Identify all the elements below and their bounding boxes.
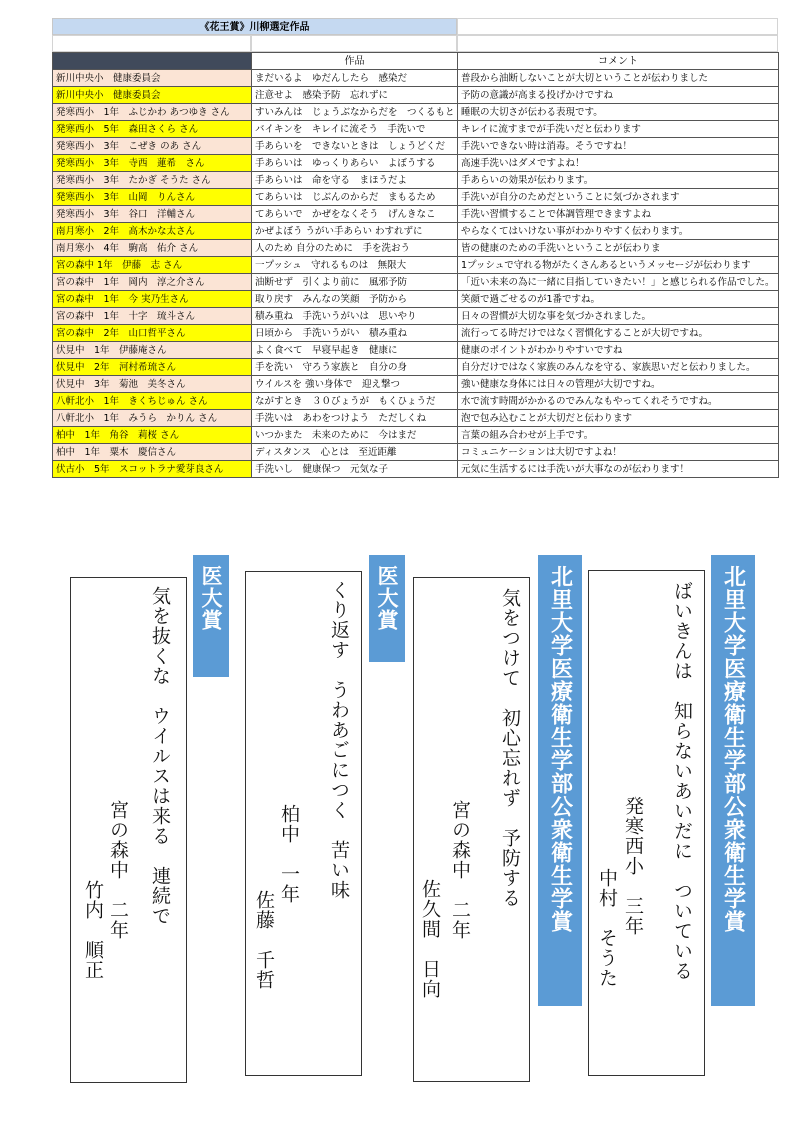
award-label-3: 北里大学医療衛生学部公衆衛生学賞 xyxy=(538,555,582,1006)
award-poem-4: ばいきんは 知らないあいだに ついている xyxy=(671,581,693,981)
cell-comment: 高速手洗いはダメですよね！ xyxy=(458,155,779,172)
sheet-title-row xyxy=(52,18,778,35)
cell-work: 手を洗い 守ろう家族と 自分の身 xyxy=(252,359,458,376)
cell-comment: 手洗いが自分のためだということに気づかされます xyxy=(458,189,779,206)
cell-comment: 健康のポイントがわかりやすいですね xyxy=(458,342,779,359)
table-row xyxy=(53,427,779,444)
sheet-title-blank xyxy=(457,18,778,35)
cell-school: 新川中央小 健康委員会 xyxy=(53,70,252,87)
cell-school: 伏見中 2年 河村希琉さん xyxy=(53,359,252,376)
table-row xyxy=(53,359,779,376)
header-comment: コメント xyxy=(458,53,779,70)
cell-school: 新川中央小 健康委員会 xyxy=(53,87,252,104)
cell-school: 宮の森中 1年 十字 琉斗さん xyxy=(53,308,252,325)
table-row xyxy=(53,206,779,223)
cell-school: 伏古小 5年 スコットラナ愛芽良さん xyxy=(53,461,252,478)
award-name-2: 佐藤 千哲 xyxy=(253,890,275,990)
table-row xyxy=(53,376,779,393)
cell-work: まだいるよ ゆだんしたら 感染だ xyxy=(252,70,458,87)
cell-work: いつかまた 未来のために 今はまだ xyxy=(252,427,458,444)
award-card-2 xyxy=(245,571,362,1076)
cell-work: バイキンを キレイに流そう 手洗いで xyxy=(252,121,458,138)
cell-school: 宮の森中 1年 伊藤 志 さん xyxy=(53,257,252,274)
cell-work: 取り戻す みんなの笑顔 予防から xyxy=(252,291,458,308)
cell-comment: 手あらいの効果が伝わります。 xyxy=(458,172,779,189)
table-row xyxy=(53,138,779,155)
table-row xyxy=(53,444,779,461)
award-label-2: 医大賞 xyxy=(369,555,405,662)
cell-school: 宮の森中 2年 山口哲平さん xyxy=(53,325,252,342)
table-row xyxy=(53,121,779,138)
table-row xyxy=(53,393,779,410)
senryu-table xyxy=(52,52,779,478)
cell-comment: 手洗いできない時は消毒。そうですね！ xyxy=(458,138,779,155)
cell-school: 発寒西小 1年 ふじかわ あつゆき さん xyxy=(53,104,252,121)
award-poem-3: 気をつけて 初心忘れず 予防する xyxy=(499,588,521,908)
cell-comment: キレイに流すまでが手洗いだと伝わります xyxy=(458,121,779,138)
cell-work: 手洗いは あわをつけよう ただしくね xyxy=(252,410,458,427)
cell-work: ウイルスを 強い身体で 迎え撃つ xyxy=(252,376,458,393)
sheet-title: 《花王賞》川柳選定作品 xyxy=(52,18,457,35)
award-label-1: 医大賞 xyxy=(193,555,229,677)
award-poem-2: くり返す うわあごにつく 苦い味 xyxy=(328,580,350,900)
cell-work: 油断せず 引くより前に 風邪予防 xyxy=(252,274,458,291)
table-row xyxy=(53,325,779,342)
cell-work: 人のため 自分のために 手を洗おう xyxy=(252,240,458,257)
cell-comment: 手洗い習慣することで体調管理できますよね xyxy=(458,206,779,223)
cell-comment: 笑顔で過ごせるのが1番ですね。 xyxy=(458,291,779,308)
cell-comment: 水で流す時間がかかるのでみんなもやってくれそうですね。 xyxy=(458,393,779,410)
cell-school: 八軒北小 1年 きくちじゅん さん xyxy=(53,393,252,410)
table-row xyxy=(53,155,779,172)
cell-work: 手あらいは ゆっくりあらい よぼうする xyxy=(252,155,458,172)
header-school xyxy=(53,53,252,70)
table-row xyxy=(53,274,779,291)
cell-school: 発寒西小 3年 谷口 洋輔さん xyxy=(53,206,252,223)
cell-work: ディスタンス 心とは 至近距離 xyxy=(252,444,458,461)
cell-work: てあらいは じぶんのからだ まもるため xyxy=(252,189,458,206)
cell-comment: 強い健康な身体には日々の管理が大切ですね。 xyxy=(458,376,779,393)
cell-comment: 自分だけではなく家族のみんなを守る、家族思いだと伝わりました。 xyxy=(458,359,779,376)
table-row xyxy=(53,87,779,104)
award-card-4 xyxy=(588,570,705,1076)
cell-comment: 1プッシュで守れる物がたくさんあるというメッセージが伝わります xyxy=(458,257,779,274)
cell-school: 発寒西小 5年 森田さくら さん xyxy=(53,121,252,138)
cell-comment: 泡で包み込むことが大切だと伝わります xyxy=(458,410,779,427)
award-school-1: 宮の森中 二年 xyxy=(107,800,129,940)
award-label-4: 北里大学医療衛生学部公衆衛生学賞 xyxy=(711,555,755,1006)
table-row xyxy=(53,410,779,427)
cell-school: 伏見中 1年 伊藤庵さん xyxy=(53,342,252,359)
table-row xyxy=(53,189,779,206)
cell-comment: 普段から油断しないことが大切ということが伝わりました xyxy=(458,70,779,87)
table-row xyxy=(53,172,779,189)
table-row xyxy=(53,257,779,274)
cell-school: 柏中 1年 角谷 莉桜 さん xyxy=(53,427,252,444)
cell-work: すいみんは じょうぶなからだを つくるもと xyxy=(252,104,458,121)
cell-work: 手あらいを できないときは しょうどくだ xyxy=(252,138,458,155)
table-row xyxy=(53,104,779,121)
cell-comment: 予防の意識が高まる投げかけですね xyxy=(458,87,779,104)
cell-school: 宮の森中 1年 今 実乃生さん xyxy=(53,291,252,308)
table-row xyxy=(53,461,779,478)
cell-school: 発寒西小 3年 こぜき のあ さん xyxy=(53,138,252,155)
cell-school: 宮の森中 1年 岡内 淳之介さん xyxy=(53,274,252,291)
table-row xyxy=(53,240,779,257)
table-body xyxy=(53,70,779,478)
header-work: 作品 xyxy=(252,53,458,70)
cell-work: 一プッシュ 守れるものは 無限大 xyxy=(252,257,458,274)
senryu-sheet xyxy=(52,18,778,478)
table-row xyxy=(53,308,779,325)
cell-comment: 言葉の組み合わせが上手です。 xyxy=(458,427,779,444)
table-header-row xyxy=(53,53,779,70)
cell-school: 南月寒小 2年 高木かな太さん xyxy=(53,223,252,240)
cell-comment: 元気に生活するには手洗いが大事なのが伝わります！ xyxy=(458,461,779,478)
cell-school: 八軒北小 1年 みうら かりん さん xyxy=(53,410,252,427)
award-school-3: 宮の森中 二年 xyxy=(449,800,471,940)
cell-comment: 睡眠の大切さが伝わる表現です。 xyxy=(458,104,779,121)
cell-school: 伏見中 3年 菊池 美冬さん xyxy=(53,376,252,393)
award-name-3: 佐久間 日向 xyxy=(419,879,441,999)
sheet-blank-row xyxy=(52,35,778,52)
cell-comment: やらなくてはいけない事がわかりやすく伝わります。 xyxy=(458,223,779,240)
cell-school: 発寒西小 3年 山岡 りんさん xyxy=(53,189,252,206)
award-card-3 xyxy=(413,577,530,1082)
cell-school: 発寒西小 3年 寺西 蓮希 さん xyxy=(53,155,252,172)
award-school-2: 柏中 一年 xyxy=(278,804,300,904)
table-row xyxy=(53,291,779,308)
cell-work: かぜよぼう うがい手あらい わすれずに xyxy=(252,223,458,240)
table-row xyxy=(53,342,779,359)
cell-work: 手洗いし 健康保つ 元気な子 xyxy=(252,461,458,478)
award-poem-1: 気を抜くな ウイルスは来る 連続で xyxy=(149,586,171,926)
cell-work: よく食べて 早寝早起き 健康に xyxy=(252,342,458,359)
cell-comment: 皆の健康のための手洗いということが伝わりま xyxy=(458,240,779,257)
cell-comment: 「近い未来の為に一緒に目指していきたい！」と感じられる作品でした。 xyxy=(458,274,779,291)
cell-school: 発寒西小 3年 たかぎ そうた さん xyxy=(53,172,252,189)
cell-comment: 日々の習慣が大切な事を気づかされました。 xyxy=(458,308,779,325)
cell-work: 積み重ね 手洗いうがいは 思いやり xyxy=(252,308,458,325)
cell-work: ながすとき ３０びょうが もくひょうだ xyxy=(252,393,458,410)
cell-work: 手あらいは 命を守る まほうだよ xyxy=(252,172,458,189)
cell-comment: 流行ってる時だけではなく習慣化することが大切ですね。 xyxy=(458,325,779,342)
award-school-4: 発寒西小 三年 xyxy=(622,796,644,936)
cell-comment: コミュニケーションは大切ですよね！ xyxy=(458,444,779,461)
award-name-1: 竹内 順正 xyxy=(82,880,104,980)
cell-school: 柏中 1年 粟木 慶信さん xyxy=(53,444,252,461)
cell-school: 南月寒小 4年 駒高 佑介 さん xyxy=(53,240,252,257)
table-row xyxy=(53,70,779,87)
table-row xyxy=(53,223,779,240)
cell-work: 日頃から 手洗いうがい 積み重ね xyxy=(252,325,458,342)
cell-work: 注意せよ 感染予防 忘れずに xyxy=(252,87,458,104)
award-name-4: 中村 そうた xyxy=(596,868,618,988)
cell-work: てあらいで かぜをなくそう げんきなこ xyxy=(252,206,458,223)
award-card-1 xyxy=(70,577,187,1083)
